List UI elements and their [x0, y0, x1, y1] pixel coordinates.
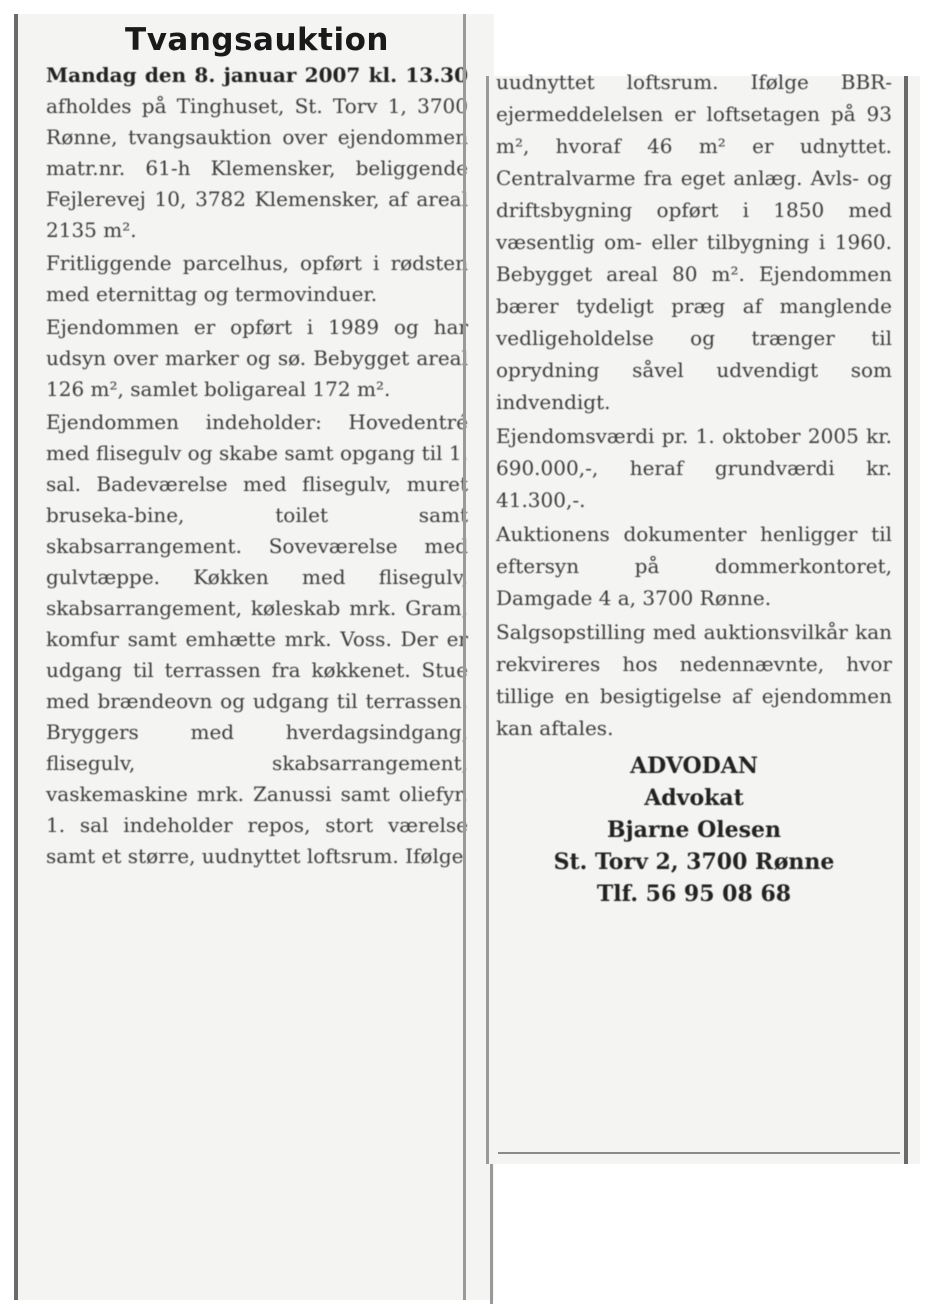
signature-block	[496, 750, 892, 910]
notice-title: Tvangsauktion	[125, 22, 389, 58]
signature-phone: Tlf. 56 95 08 68	[596, 881, 792, 907]
continued-description: uudnyttet loftsrum. Ifølge BBR-ejermeddelelsen er loftsetagen på 93 m², hvoraf 46 m² er udnyttet. Centralvarme fra eget anlæg. Avls- og driftsbygning opført i 1850 med væsentlig om- eller tilbygning i 1960. Bebygget areal 80 m². Ejendommen bærer tydeligt præg af manglende vedligeholdelse og trænger til oprydning såvel udvendigt som indvendigt.	[496, 70, 892, 414]
intro-text: afholdes på Tinghuset, St. Torv 1, 3700 Rønne, tvangsauktion over ejendommen matr.nr. 61-h Klemensker, beliggende Fejlerevej 10, 3782 Klemensker, af areal 2135 m².	[46, 94, 468, 242]
right-column	[478, 70, 920, 1164]
signature-firm: ADVODAN	[630, 753, 758, 779]
sales-terms: Salgsopstilling med auktionsvilkår kan rekvireres hos nedennævnte, hvor tillige en besigtigelse af ejendommen kan aftales.	[496, 620, 892, 740]
signature-name: Bjarne Olesen	[607, 817, 781, 843]
auction-documents: Auktionens dokumenter henligger til eftersyn på dommerkontoret, Damgade 4 a, 3700 Rønne.	[496, 522, 892, 610]
blank-area	[494, 1164, 940, 1313]
signature-role: Advokat	[644, 785, 744, 811]
column-divider	[490, 1164, 493, 1304]
property-details: Ejendommen er opført i 1989 og har udsyn over marker og sø. Bebygget areal 126 m², samlet boligareal 172 m².	[46, 315, 468, 401]
bottom-rule	[498, 1152, 900, 1154]
house-description: Fritliggende parcelhus, opført i rødsten med eternittag og termovinduer.	[46, 251, 468, 306]
left-column	[14, 14, 494, 1300]
signature-address: St. Torv 2, 3700 Rønne	[553, 849, 835, 875]
intro-paragraph	[46, 60, 468, 246]
auction-date-time: Mandag den 8. januar 2007 kl. 13.30	[46, 63, 468, 87]
property-contents: Ejendommen indeholder: Hovedentré med flisegulv og skabe samt opgang til 1. sal. Badeværelse med flisegulv, muret bruseka-bine, toilet samt skabsarrangement. Soveværelse med gulvtæppe. Køkken med flisegulv, skabsarrangement, køleskab mrk. Gram, komfur samt emhætte mrk. Voss. Der er udgang til terrassen fra køkkenet. Stue med brændeovn og udgang til terrassen. Bryggers med hverdagsindgang, flisegulv, skabsarrangement, vaskemaskine mrk. Zanussi samt oliefyr. 1. sal indeholder repos, stort værelse samt et større, uudnyttet loftsrum. Ifølge	[46, 410, 468, 868]
property-value: Ejendomsværdi pr. 1. oktober 2005 kr. 690.000,-, heraf grundværdi kr. 41.300,-.	[496, 424, 892, 512]
